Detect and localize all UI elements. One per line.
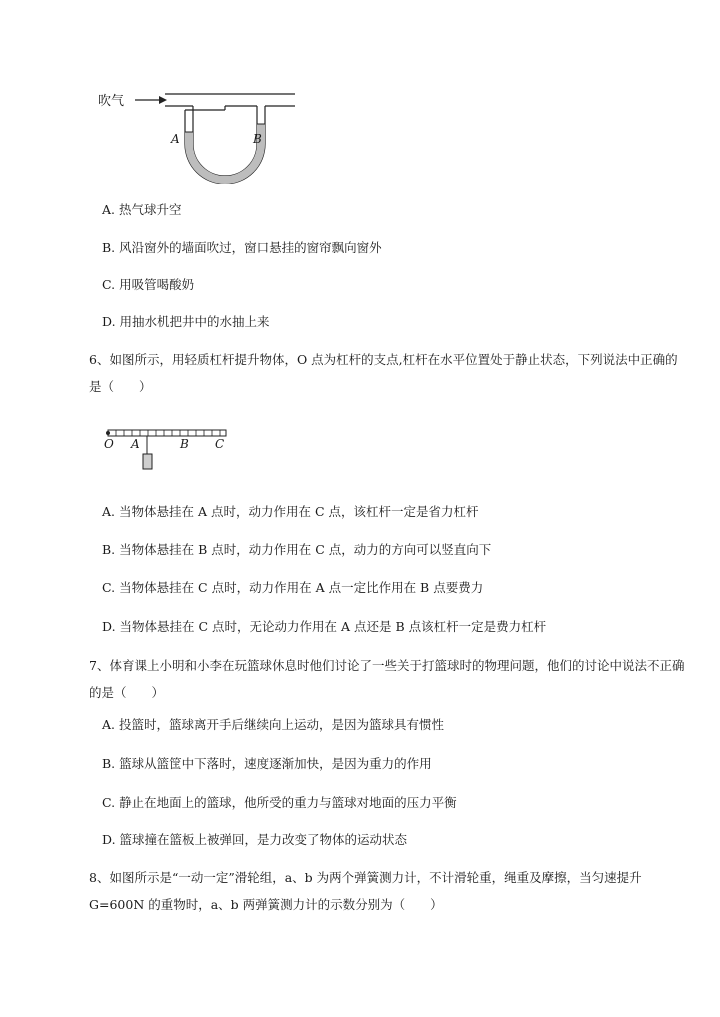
- q6-option-b[interactable]: [102, 542, 491, 558]
- u-tube-figure: [95, 84, 305, 184]
- lever-figure: [104, 426, 234, 474]
- option-key: D.: [102, 314, 116, 329]
- option-text: 风沿窗外的墙面吹过，窗口悬挂的窗帘飘向窗外: [119, 240, 382, 255]
- option-key: A.: [102, 504, 116, 519]
- u-tube-diagram: [95, 84, 305, 184]
- blow-label: 吹气: [98, 94, 125, 109]
- point-b-label: B: [253, 132, 262, 146]
- q6-option-c[interactable]: [102, 580, 483, 596]
- option-text: 投篮时，篮球离开手后继续向上运动，是因为篮球具有惯性: [119, 717, 445, 732]
- option-key: B.: [102, 756, 116, 771]
- option-key: C.: [102, 795, 116, 810]
- q5-option-a[interactable]: [102, 202, 182, 218]
- q7-stem: 7、体育课上小明和小李在玩篮球休息时他们讨论了一些关于打篮球时的物理问题，他们的讨论中说法不正确的是（ ）: [89, 658, 685, 700]
- option-text: 当物体悬挂在 C 点时，动力作用在 A 点一定比作用在 B 点要费力: [119, 580, 484, 595]
- option-text: 热气球升空: [119, 202, 182, 217]
- q6-option-d[interactable]: [102, 619, 546, 635]
- q8-stem: 8、如图所示是“一动一定”滑轮组，a、b 为两个弹簧测力计，不计滑轮重，绳重及摩擦，当匀速提升 G=600N 的重物时，a、b 两弹簧测力计的示数分别为（ ）: [89, 870, 642, 912]
- q7-option-b[interactable]: [102, 756, 432, 772]
- option-text: 用抽水机把井中的水抽上来: [119, 314, 270, 329]
- option-key: A.: [102, 717, 116, 732]
- option-text: 当物体悬挂在 B 点时，动力作用在 C 点，动力的方向可以竖直向下: [119, 542, 492, 557]
- q6-option-a[interactable]: [102, 504, 479, 520]
- q7-option-d[interactable]: [102, 832, 407, 848]
- option-key: D.: [102, 832, 116, 847]
- option-key: D.: [102, 619, 116, 634]
- q7-option-c[interactable]: [102, 795, 457, 811]
- point-a-label: A: [171, 132, 180, 146]
- option-text: 篮球从篮筐中下落时，速度逐渐加快，是因为重力的作用: [119, 756, 432, 771]
- q6-stem: 6、如图所示，用轻质杠杆提升物体，O 点为杠杆的支点,杠杆在水平位置处于静止状态，下列说法中正确的是（ ）: [89, 352, 678, 394]
- option-text: 静止在地面上的篮球，他所受的重力与篮球对地面的压力平衡: [119, 795, 457, 810]
- option-text: 当物体悬挂在 A 点时，动力作用在 C 点，该杠杆一定是省力杠杆: [119, 504, 479, 519]
- lever-label-o: O: [104, 437, 114, 451]
- q5-option-b[interactable]: [102, 240, 382, 256]
- option-text: 篮球撞在篮板上被弹回，是力改变了物体的运动状态: [119, 832, 408, 847]
- option-key: C.: [102, 580, 116, 595]
- option-key: C.: [102, 277, 116, 292]
- option-text: 用吸管喝酸奶: [119, 277, 195, 292]
- lever-label-c: C: [215, 437, 225, 451]
- q5-option-d[interactable]: [102, 314, 270, 330]
- option-key: A.: [102, 202, 116, 217]
- lever-label-a: A: [131, 437, 140, 451]
- lever-label-b: B: [180, 437, 189, 451]
- option-key: B.: [102, 240, 116, 255]
- q7-option-a[interactable]: [102, 717, 444, 733]
- q5-option-c[interactable]: [102, 277, 194, 293]
- option-text: 当物体悬挂在 C 点时，无论动力作用在 A 点还是 B 点该杠杆一定是费力杠杆: [119, 619, 547, 634]
- option-key: B.: [102, 542, 116, 557]
